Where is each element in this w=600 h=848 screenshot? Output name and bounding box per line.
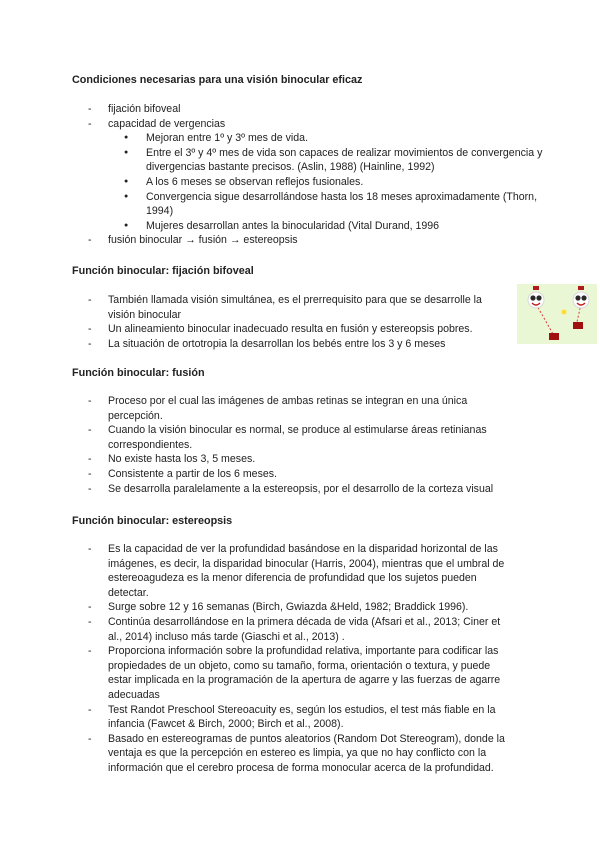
list-item-label: capacidad de vergencias	[108, 117, 226, 130]
list-item: - Basado en estereogramas de puntos aleatorios (Random Dot Stereogram), donde la ventaja es que la percepción en estereo es limpia, ya que no hay conflicto con la información que el cerebro procesa de forma monocular acerca de la profundidad.	[88, 732, 508, 776]
section-heading-fusion: Función binocular: fusión	[72, 367, 205, 379]
list-item: - Un alineamiento binocular inadecuado resulta en fusión y estereopsis pobres.	[88, 322, 488, 337]
list-item: - Surge sobre 12 y 16 semanas (Birch, Gwiazda &Held, 1982; Braddick 1996).	[88, 600, 508, 615]
section-heading-bifoveal: Función binocular: fijación bifoveal	[72, 265, 254, 277]
sublist-item: ● Mujeres desarrollan antes la binocularidad (Vital Durand, 1996	[123, 219, 548, 234]
list-item: - Es la capacidad de ver la profundidad basándose en la disparidad horizontal de las imágenes, es decir, la disparidad binocular (Harris, 2004), mientras que el umbral de estereoagudeza es la menor diferencia de profundidad que los sujetos pueden detectar.	[88, 542, 508, 600]
stereopsis-list	[88, 542, 508, 776]
sublist-item: ● Convergencia sigue desarrollándose hasta los 18 meses aproximadamente (Thorn, 1994)	[123, 190, 548, 219]
list-item: - Cuando la visión binocular es normal, se produce al estimularse áreas retinianas correspondientes.	[88, 423, 508, 452]
sublist-item: ● Entre el 3º y 4º mes de vida son capaces de realizar movimientos de convergencia y divergencias bastante precisos. (Aslin, 1988) (Hainline, 1992)	[123, 146, 548, 175]
list-item: - Se desarrolla paralelamente a la estereopsis, por el desarrollo de la corteza visual	[88, 482, 508, 497]
sublist-item: ● A los 6 meses se observan reflejos fusionales.	[123, 175, 548, 190]
faces-illustration	[517, 284, 597, 344]
list-item: - fusión binocular → fusión → estereopsis	[88, 233, 548, 248]
list-item: - Proceso por el cual las imágenes de ambas retinas se integran en una única percepción.	[88, 394, 508, 423]
list-item: - Test Randot Preschool Stereoacuity es, según los estudios, el test más fiable en la infancia (Fawcet & Birch, 2000; Birch et al., 2008).	[88, 703, 508, 732]
conditions-list	[88, 102, 548, 248]
list-item: - La situación de ortotropia la desarrollan los bebés entre los 3 y 6 meses	[88, 337, 488, 352]
list-item: - Consistente a partir de los 6 meses.	[88, 467, 508, 482]
list-item: - Proporciona información sobre la profundidad relativa, importante para codificar las propiedades de un objeto, como su tamaño, forma, orientación o textura, y puede estar implicada en la programación de la apertura de agarre y las fuerzas de agarre adecuadas	[88, 644, 508, 702]
list-item	[88, 117, 548, 234]
fusion-list	[88, 394, 508, 496]
sublist-item: ● Mejoran entre 1º y 3º mes de vida.	[123, 131, 548, 146]
simultaneous-vision-illustration	[517, 284, 597, 344]
section-heading-conditions: Condiciones necesarias para una visión binocular eficaz	[72, 74, 363, 86]
vergence-sublist	[123, 131, 548, 233]
list-item: - No existe hasta los 3, 5 meses.	[88, 452, 508, 467]
list-item: - Continúa desarrollándose en la primera década de vida (Afsari et al., 2013; Ciner et al., 2014) incluso más tarde (Giaschi et al., 2013) .	[88, 615, 508, 644]
list-item: - fijación bifoveal	[88, 102, 548, 117]
section-heading-stereopsis: Función binocular: estereopsis	[72, 515, 233, 527]
bifoveal-list	[88, 293, 488, 351]
list-item: - También llamada visión simultánea, es el prerrequisito para que se desarrolle la visión binocular	[88, 293, 488, 322]
